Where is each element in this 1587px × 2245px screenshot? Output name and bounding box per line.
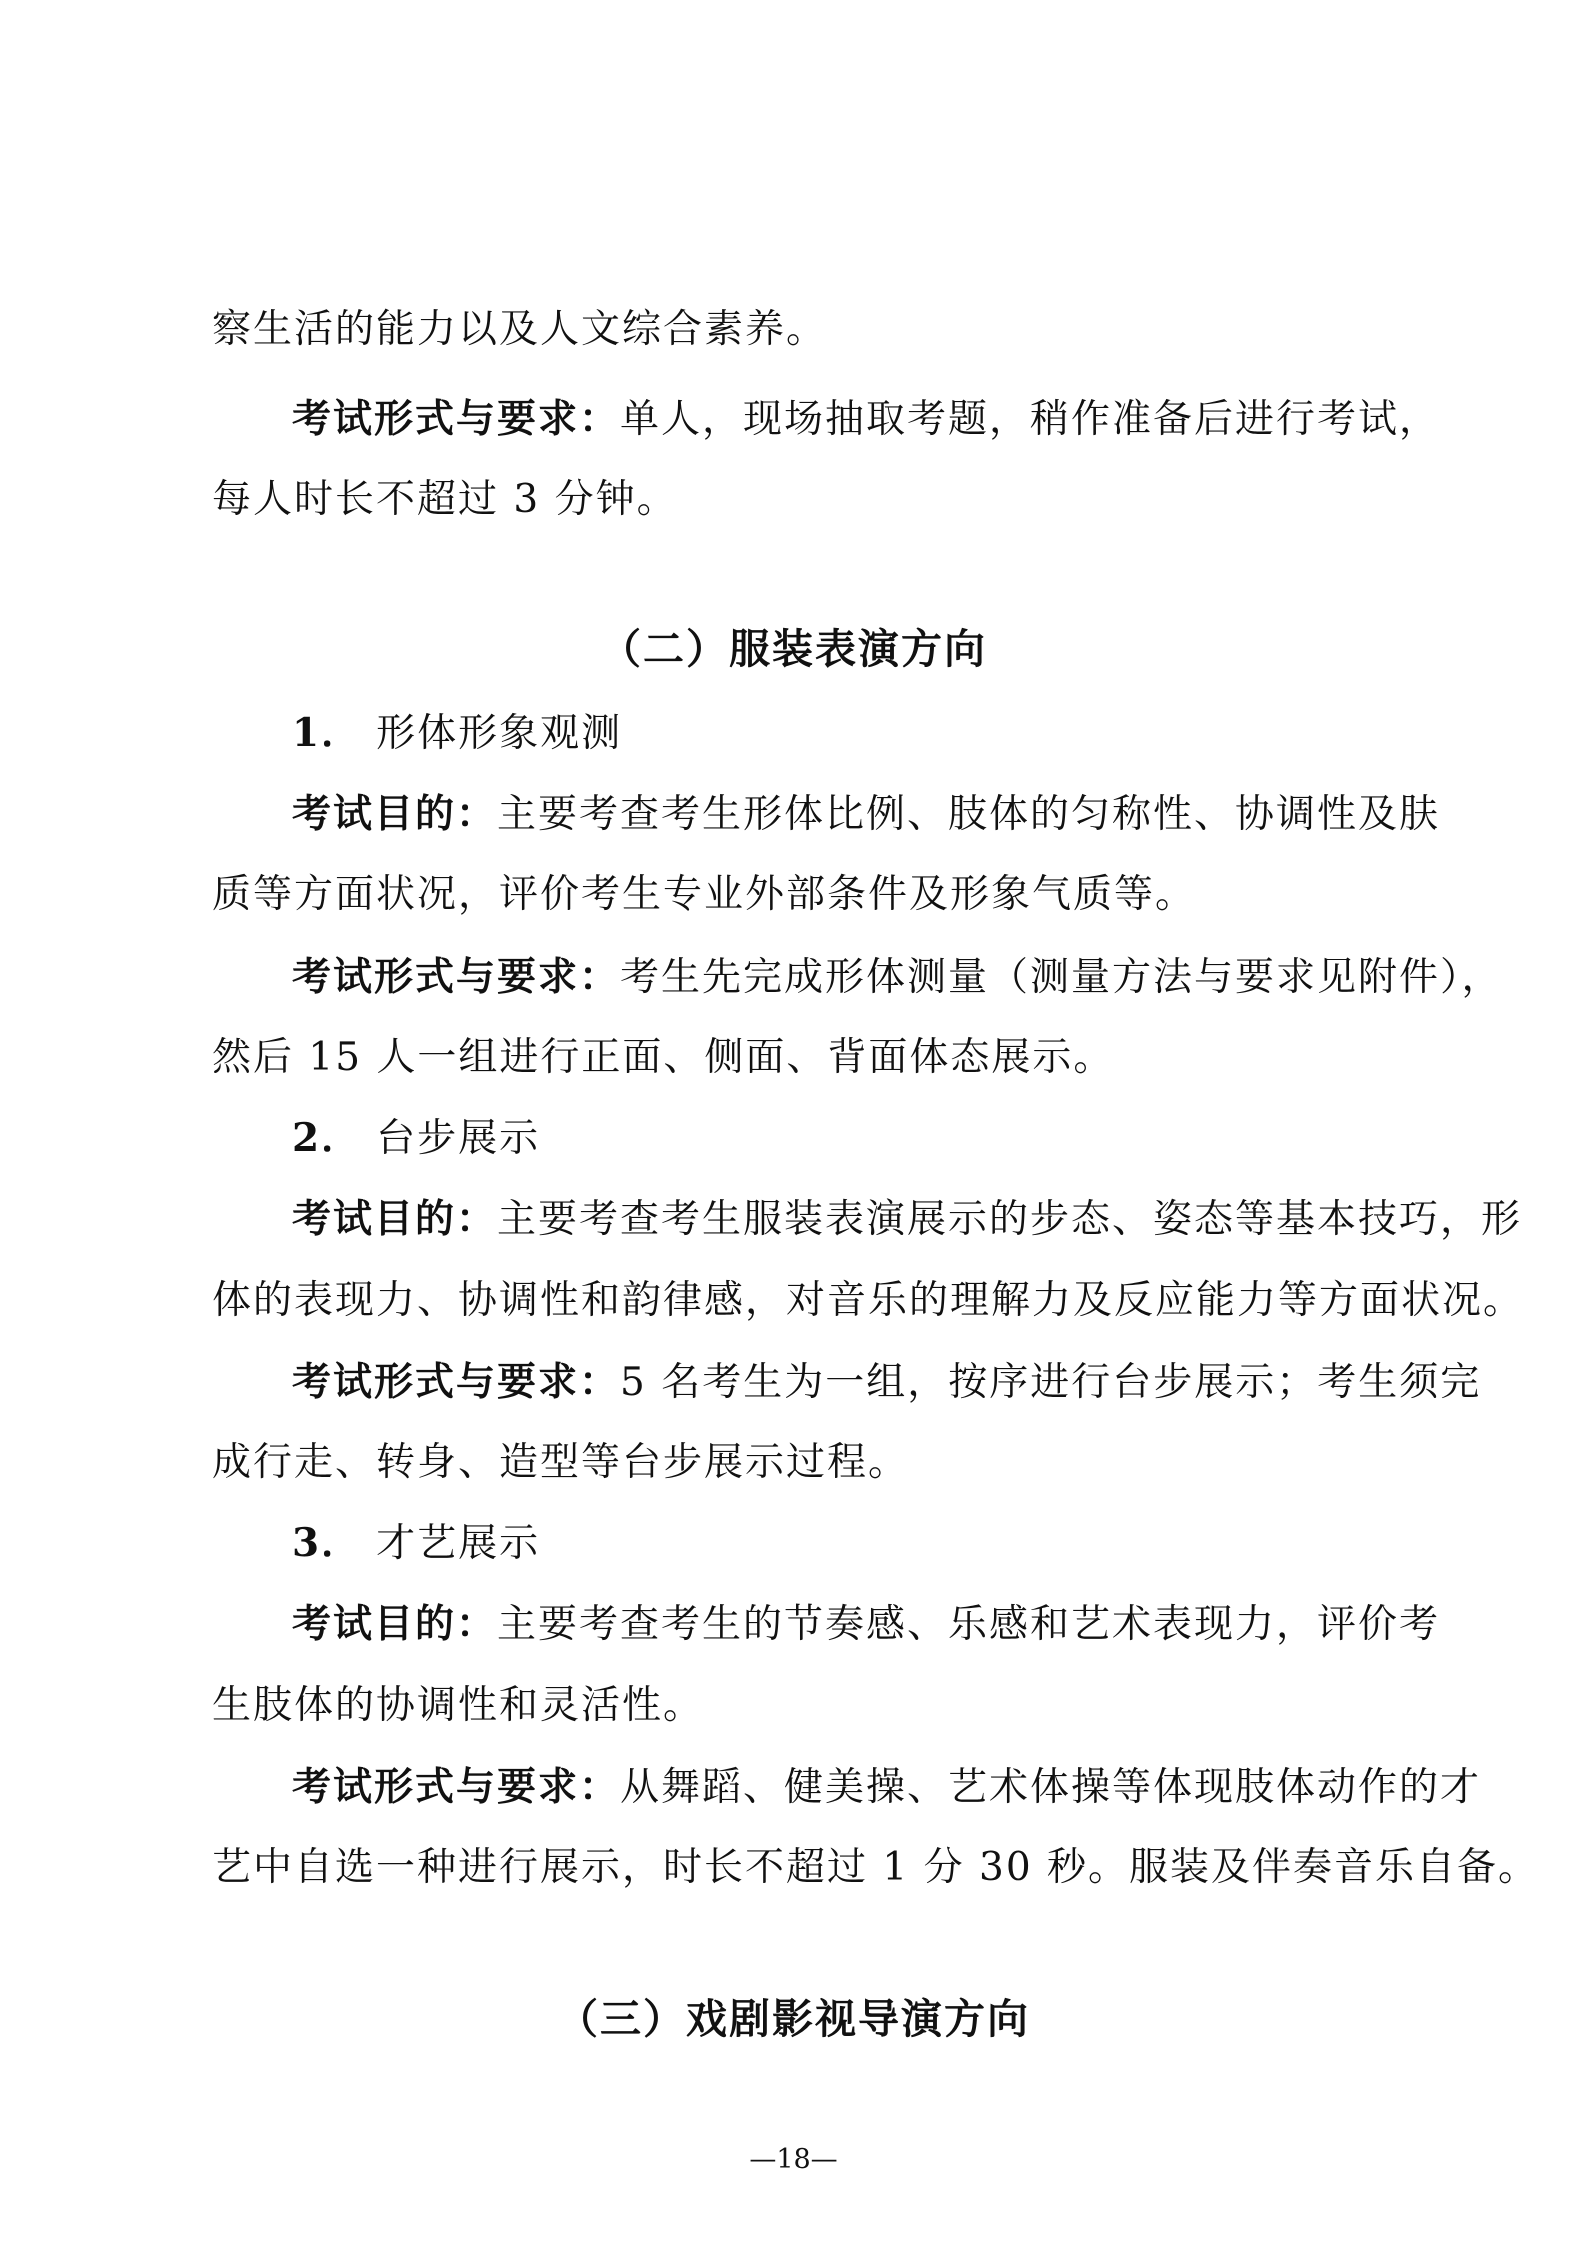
body-text: 每人时长不超过 3 分钟。 (212, 477, 678, 522)
section-heading: （二）服装表演方向 (600, 625, 987, 673)
body-text: 主要考查考生的节奏感、乐感和艺术表现力，评价考 (497, 1602, 1441, 1647)
paragraph-line (212, 1844, 1540, 1892)
item-title: 形体形象观测 (376, 711, 623, 756)
body-text: 察生活的能力以及人文综合素养。 (212, 307, 828, 352)
paragraph-line (212, 306, 1402, 354)
body-text: 生肢体的协调性和灵活性。 (212, 1683, 705, 1728)
body-text: 考生先完成形体测量（测量方法与要求见附件）， (620, 955, 1503, 1000)
body-text: 单人，现场抽取考题，稍作准备后进行考试， (620, 397, 1441, 442)
body-text: 艺中自选一种进行展示，时长不超过 1 分 30 秒。服装及伴奏音乐自备。 (212, 1845, 1540, 1890)
body-text: 从舞蹈、健美操、艺术体操等体现肢体动作的才 (620, 1765, 1482, 1810)
item-heading (292, 1114, 540, 1163)
requirement-label: 考试形式与要求： (292, 1359, 621, 1405)
paragraph-line (292, 790, 1441, 839)
requirement-label: 考试形式与要求： (292, 396, 621, 442)
body-text: 主要考查考生形体比例、肢体的匀称性、协调性及肤 (497, 792, 1441, 837)
paragraph-line (292, 1600, 1441, 1649)
paragraph-line (212, 1439, 1402, 1487)
paragraph-line (292, 395, 1441, 444)
body-text: 体的表现力、协调性和韵律感，对音乐的理解力及反应能力等方面状况。 (212, 1278, 1525, 1323)
item-heading (292, 1519, 540, 1568)
body-text: 质等方面状况，评价考生专业外部条件及形象气质等。 (212, 872, 1197, 917)
paragraph-line (292, 1763, 1482, 1812)
item-number: 3． (292, 1520, 363, 1566)
item-heading (292, 709, 622, 758)
purpose-label: 考试目的： (292, 1601, 498, 1647)
item-number: 2． (292, 1115, 363, 1161)
body-text: 5 名考生为一组，按序进行台步展示；考生须完 (620, 1360, 1482, 1405)
requirement-label: 考试形式与要求： (292, 954, 621, 1000)
paragraph-line (212, 1034, 1402, 1082)
paragraph-line (212, 871, 1402, 919)
body-text: 主要考查考生服装表演展示的步态、姿态等基本技巧，形 (497, 1197, 1523, 1242)
body-text: 然后 15 人一组进行正面、侧面、背面体态展示。 (212, 1035, 1115, 1080)
paragraph-line (212, 1277, 1525, 1325)
section-heading: （三）戏剧影视导演方向 (557, 1995, 1030, 2043)
body-text: 成行走、转身、造型等台步展示过程。 (212, 1440, 910, 1485)
paragraph-line (292, 1358, 1482, 1407)
paragraph-line (212, 1682, 1402, 1730)
requirement-label: 考试形式与要求： (292, 1764, 621, 1810)
item-title: 才艺展示 (376, 1521, 541, 1566)
item-title: 台步展示 (376, 1116, 541, 1161)
page-number: —18— (749, 2144, 838, 2175)
paragraph-line (292, 1195, 1523, 1244)
paragraph-line (292, 953, 1503, 1002)
item-number: 1． (292, 710, 363, 756)
paragraph-line (212, 476, 1402, 524)
purpose-label: 考试目的： (292, 1196, 498, 1242)
purpose-label: 考试目的： (292, 791, 498, 837)
